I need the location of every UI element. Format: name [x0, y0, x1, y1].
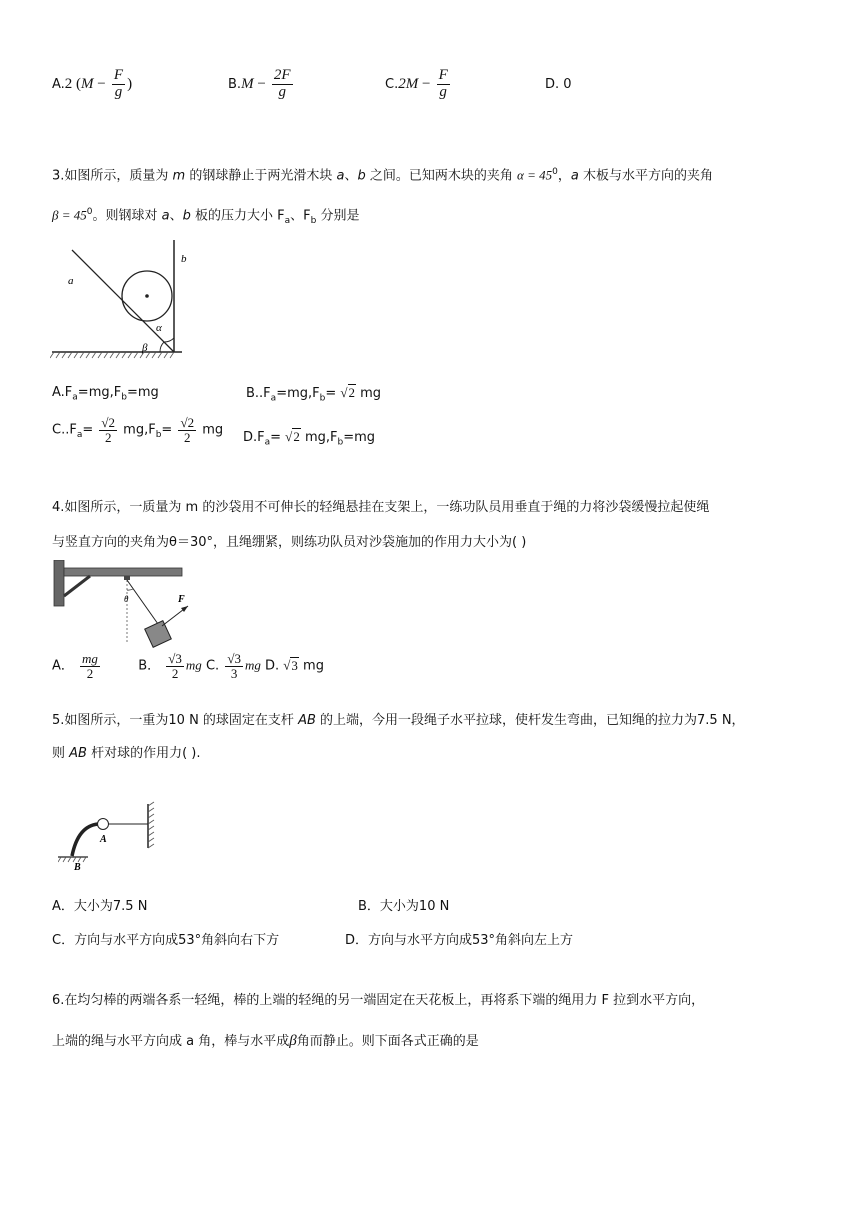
numerator: √2 [180, 415, 195, 430]
text: B..F [246, 386, 271, 401]
fraction [437, 68, 450, 101]
text: b [319, 393, 326, 404]
numerator: F [438, 67, 448, 83]
text: mg [298, 658, 324, 674]
q3-option-b [246, 385, 381, 404]
option-label: C. [205, 658, 220, 674]
numerator: √2 [101, 415, 116, 430]
q3-option-d [243, 429, 375, 448]
numerator: mg [82, 651, 98, 666]
q3-stem-line2 [52, 196, 359, 237]
text: ， [557, 168, 571, 184]
text: AB [69, 746, 87, 761]
numerator: 2F [273, 67, 291, 83]
fig-label-B: B [74, 862, 81, 872]
q6-stem-line1: 6.在均匀棒的两端各系一轻绳，棒的上端的轻绳的另一端固定在天花板上，再将系下端的绳用力 F 拉到水平方向， [52, 993, 705, 1008]
q5-option-d: D．方向与水平方向成53°角斜向左上方 [345, 933, 574, 948]
expr-part: − [93, 75, 106, 92]
q3-stem-line1 [52, 156, 713, 192]
denominator: 2 [86, 665, 94, 681]
math: 0 [86, 207, 93, 217]
text: a [270, 393, 277, 404]
numerator: √3 [168, 651, 182, 666]
fig-label-beta: β [142, 342, 148, 354]
q2-option-c [385, 68, 452, 101]
text: AB [298, 713, 316, 728]
q5-option-b: B．大小为10 N [358, 899, 450, 914]
fig-label-alpha: α [156, 322, 162, 334]
q3-figure [50, 234, 190, 362]
text: 、 [169, 208, 183, 224]
q5-stem-line2 [52, 738, 201, 770]
text: a [161, 208, 170, 224]
text: 的上端，今用一段绳子水平拉球，使杆发生弯曲，已知绳的拉力为7.5 N， [315, 713, 745, 728]
text: = [270, 430, 286, 445]
fraction [166, 652, 184, 680]
text: =mg,F [77, 385, 122, 400]
q2-option-d: D. 0 [545, 77, 572, 92]
fraction [80, 652, 100, 680]
math: α = 45 [517, 167, 553, 183]
text: b [121, 392, 127, 403]
fig-label-F: F [178, 594, 185, 605]
fraction [99, 416, 117, 444]
expr-part: − [418, 75, 431, 92]
denominator: 2 [171, 665, 179, 681]
text: a [264, 437, 271, 448]
text: mg,F [300, 430, 338, 445]
text: 杆对球的作用力( ). [86, 746, 201, 761]
denominator: 2 [184, 429, 191, 445]
q2-option-a [52, 68, 132, 101]
numerator: √3 [227, 651, 241, 666]
text: mg [356, 386, 382, 401]
denominator: g [439, 83, 447, 100]
text: =mg,F [276, 386, 320, 401]
option-label: B． [138, 658, 161, 674]
text: 的钢球静止于两光滑木块 [185, 168, 337, 184]
text: =mg [126, 385, 159, 400]
text: 3.如图所示，质量为 [52, 168, 173, 184]
text: 、 [344, 168, 358, 184]
text: 上端的绳与水平方向成 a 角，棒与水平成 [52, 1034, 290, 1049]
math: β = 45 [52, 207, 87, 223]
fig-label-a: a [68, 275, 74, 287]
radicand: 3 [291, 657, 298, 673]
sqrt: √2 [285, 429, 300, 444]
text: 5.如图所示，一重为10 N 的球固定在支杆 [52, 713, 299, 728]
text: b [310, 215, 317, 226]
q3-option-a [52, 385, 159, 403]
fig-label-theta: θ [124, 594, 129, 604]
fig-label-b: b [181, 253, 187, 265]
q5-stem-line1 [52, 705, 745, 737]
option-label: C. [385, 76, 399, 92]
numerator: F [113, 67, 124, 83]
sqrt: √3 [283, 657, 298, 673]
q5-option-a: A．大小为7.5 N [52, 899, 148, 914]
text: 分别是 [316, 208, 360, 224]
math: β [289, 1033, 297, 1049]
expr-part: M [81, 75, 94, 92]
text: = [82, 422, 94, 438]
text: 角而静止。则下面各式正确的是 [296, 1034, 479, 1049]
expr-part: 2M [398, 75, 419, 92]
text: A.F [52, 385, 73, 400]
fig-label-A: A [100, 834, 107, 845]
text: b [337, 437, 344, 448]
q5-option-c: C．方向与水平方向成53°角斜向右下方 [52, 933, 280, 948]
text: 之间。已知两木块的夹角 [365, 168, 517, 184]
text: mg [198, 422, 224, 438]
fraction [178, 416, 196, 444]
text: =mg [343, 430, 376, 445]
option-label: A． [52, 658, 74, 674]
option-label: B. [228, 76, 242, 92]
q4-figure [50, 560, 200, 656]
text: b [155, 430, 162, 441]
text: 木板与水平方向的夹角 [578, 168, 713, 184]
expr-part: 2 ( [64, 75, 82, 92]
text: C..F [52, 422, 77, 438]
denominator: 3 [230, 665, 238, 681]
text: D.F [243, 430, 265, 445]
fraction [225, 652, 243, 680]
expr-part: M [241, 75, 254, 92]
q4-options [52, 652, 324, 680]
text: m [172, 168, 186, 184]
option-label: A. [52, 76, 65, 92]
text: a [72, 392, 78, 403]
math: mg [185, 657, 202, 673]
radicand: 2 [348, 385, 355, 400]
denominator: 2 [104, 429, 112, 445]
text: a [76, 430, 83, 441]
radicand: 2 [293, 429, 300, 444]
text: 、F [290, 208, 311, 224]
q6-stem-line2 [52, 1025, 479, 1058]
text: 则 [52, 746, 70, 761]
text: a [336, 168, 345, 184]
text: a [284, 215, 291, 226]
q2-option-b [228, 68, 295, 101]
text: = [161, 422, 173, 438]
text: b [182, 208, 191, 224]
math: 0 [552, 167, 558, 177]
denominator: g [114, 83, 123, 100]
option-label: D. [264, 658, 280, 674]
q3-option-c [52, 416, 223, 444]
fraction [112, 68, 125, 101]
text: mg,F [119, 422, 156, 438]
sqrt: √2 [340, 385, 355, 400]
denominator: g [278, 83, 286, 100]
text: 板的压力大小 F [190, 208, 285, 224]
text: = [325, 386, 341, 401]
expr-part: ) [127, 75, 133, 92]
text: 。则钢球对 [92, 208, 162, 224]
q4-stem-line1: 4.如图所示，一质量为 m 的沙袋用不可伸长的轻绳悬挂在支架上，一练功队员用垂直于绳的力将沙袋缓慢拉起使绳 [52, 500, 710, 515]
text: a [570, 168, 579, 184]
fraction [272, 68, 293, 101]
expr-part: − [253, 75, 266, 92]
text: b [357, 168, 366, 184]
q5-figure [58, 800, 158, 872]
math: mg [244, 657, 261, 673]
q4-stem-line2: 与竖直方向的夹角为θ＝30°，且绳绷紧，则练功队员对沙袋施加的作用力大小为( ) [52, 535, 527, 550]
